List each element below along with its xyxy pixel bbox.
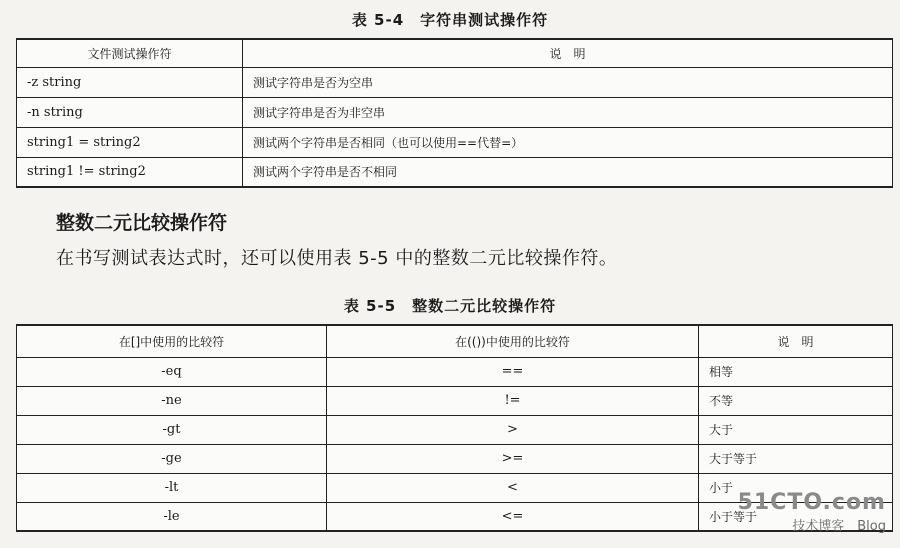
- description-cell: 小于: [699, 473, 893, 502]
- bracket-operator-cell: -lt: [17, 473, 327, 502]
- table1-caption: 表 5-4 字符串测试操作符: [351, 11, 549, 29]
- operator-cell: string1 = string2: [17, 127, 243, 157]
- paren-operator-cell: <=: [327, 502, 699, 531]
- description-cell: 测试两个字符串是否相同（也可以使用==代替=）: [243, 127, 893, 157]
- bracket-operator-cell: -gt: [17, 415, 327, 444]
- description-cell: 大于等于: [699, 444, 893, 473]
- operator-cell: -n string: [17, 97, 243, 127]
- bracket-operator-cell: -eq: [17, 357, 327, 386]
- column-header: 说 明: [699, 325, 893, 357]
- operator-cell: string1 != string2: [17, 157, 243, 187]
- bracket-operator-cell: -ne: [17, 386, 327, 415]
- description-cell: 小于等于: [699, 502, 893, 531]
- paren-operator-cell: >: [327, 415, 699, 444]
- paren-operator-cell: !=: [327, 386, 699, 415]
- paren-operator-cell: <: [327, 473, 699, 502]
- description-cell: 测试字符串是否为非空串: [243, 97, 893, 127]
- table-row: [17, 97, 893, 127]
- watermark-logo: 51CTO.com: [737, 490, 886, 515]
- table-row: [17, 357, 893, 386]
- column-header: 在(())中使用的比较符: [327, 325, 699, 357]
- table-row: [17, 67, 893, 97]
- description-cell: 大于: [699, 415, 893, 444]
- table-row: [17, 127, 893, 157]
- table-header-row: [17, 325, 893, 357]
- paren-operator-cell: ==: [327, 357, 699, 386]
- description-cell: 测试两个字符串是否不相同: [243, 157, 893, 187]
- table-row: [17, 415, 893, 444]
- column-header: 说 明: [243, 39, 893, 67]
- table-row: [17, 444, 893, 473]
- description-cell: 测试字符串是否为空串: [243, 67, 893, 97]
- section-paragraph: 在书写测试表达式时，还可以使用表 5-5 中的整数二元比较操作符。: [56, 248, 618, 269]
- operator-cell: -z string: [17, 67, 243, 97]
- bracket-operator-cell: -ge: [17, 444, 327, 473]
- description-cell: 相等: [699, 357, 893, 386]
- table-header-row: [17, 39, 893, 67]
- column-header: 文件测试操作符: [17, 39, 243, 67]
- paren-operator-cell: >=: [327, 444, 699, 473]
- description-cell: 不等: [699, 386, 893, 415]
- table-row: [17, 386, 893, 415]
- table-row: [17, 157, 893, 187]
- column-header: 在[]中使用的比较符: [17, 325, 327, 357]
- section-heading: 整数二元比较操作符: [56, 212, 228, 234]
- watermark-subtitle: 技术博客 Blog: [792, 519, 886, 534]
- table2-caption: 表 5-5 整数二元比较操作符: [343, 297, 557, 315]
- bracket-operator-cell: -le: [17, 502, 327, 531]
- string-test-operators-table: [16, 38, 893, 188]
- watermark: [738, 490, 886, 534]
